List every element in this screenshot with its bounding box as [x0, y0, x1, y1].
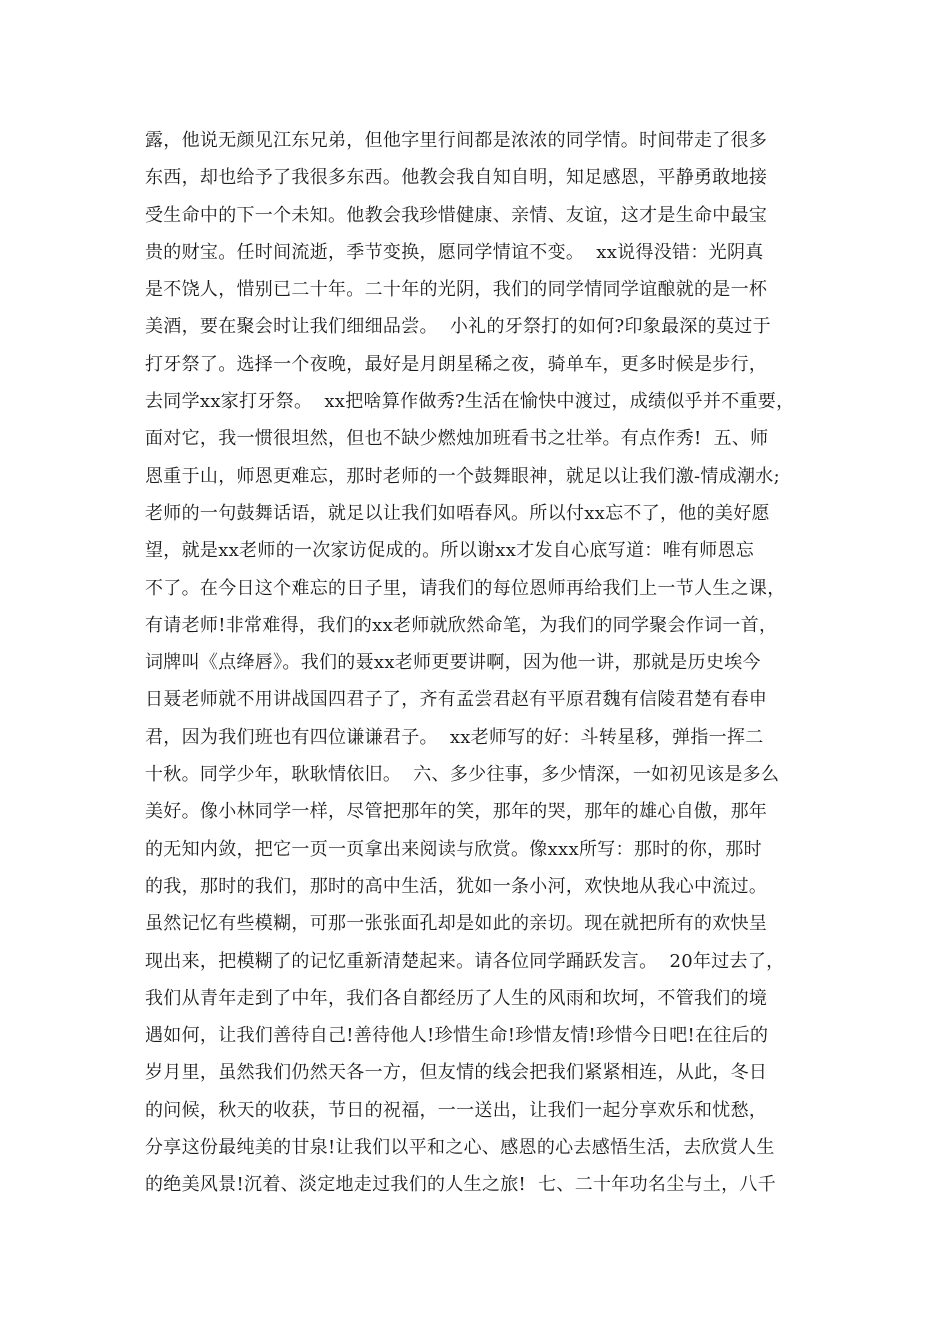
text-line: 岁月里，虽然我们仍然天各一方，但友情的线会把我们紧紧相连，从此，冬日	[145, 1062, 768, 1084]
body-text	[145, 122, 825, 1204]
text-line: 望，就是xx老师的一次家访促成的。所以谢xx才发自心底写道：唯有师恩忘	[145, 540, 755, 562]
text-line: 分享这份最纯美的甘泉!让我们以平和之心、感恩的心去感悟生活，去欣赏人生	[145, 1137, 775, 1159]
text-line: 日聂老师就不用讲战国四君子了，齐有孟尝君赵有平原君魏有信陵君楚有春申	[145, 689, 768, 711]
text-line: 是不饶人，惜别已二十年。二十年的光阴，我们的同学情同学谊酿就的是一杯	[145, 279, 768, 301]
text-line: 贵的财宝。任时间流逝，季节变换，愿同学情谊不变。 xx说得没错：光阴真	[145, 241, 764, 263]
text-line: 的我，那时的我们，那时的高中生活，犹如一条小河，欢快地从我心中流过。	[145, 875, 768, 897]
text-line: 遇如何，让我们善待自己!善待他人!珍惜生命!珍惜友情!珍惜今日吧!在往后的	[145, 1025, 769, 1047]
text-line: 我们从青年走到了中年，我们各自都经历了人生的风雨和坎坷，不管我们的境	[145, 987, 768, 1009]
text-line: 虽然记忆有些模糊，可那一张张面孔却是如此的亲切。现在就把所有的欢快呈	[145, 913, 768, 935]
text-line: 词牌叫《点绛唇》。我们的聂xx老师更要讲啊，因为他一讲，那就是历史埃今	[145, 652, 761, 674]
text-line: 美好。像小林同学一样，尽管把那年的笑，那年的哭，那年的雄心自傲，那年	[145, 801, 768, 823]
text-line: 现出来，把模糊了的记忆重新清楚起来。请各位同学踊跃发言。 20年过去了，	[145, 950, 785, 972]
text-line: 面对它，我一惯很坦然，但也不缺少燃烛加班看书之壮举。有点作秀! 五、师	[145, 428, 769, 450]
text-line: 露，他说无颜见江东兄弟，但他字里行间都是浓浓的同学情。时间带走了很多	[145, 130, 768, 151]
text-line: 的绝美风景!沉着、淡定地走过我们的人生之旅! 七、二十年功名尘与土，八千	[145, 1174, 777, 1196]
text-line: 的问候，秋天的收获，节日的祝福，一一送出，让我们一起分享欢乐和忧愁，	[145, 1099, 768, 1121]
text-line: 恩重于山，师恩更难忘，那时老师的一个鼓舞眼神，就足以让我们激-情成潮水;	[145, 465, 780, 487]
text-line: 受生命中的下一个未知。他教会我珍惜健康、亲情、友谊，这才是生命中最宝	[145, 204, 768, 226]
text-line: 不了。在今日这个难忘的日子里，请我们的每位恩师再给我们上一节人生之课，	[145, 577, 786, 599]
text-line: 的无知内敛，把它一页一页拿出来阅读与欣赏。像xxx所写：那时的你，那时	[145, 838, 762, 860]
text-line: 美酒，要在聚会时让我们细细品尝。 小礼的牙祭打的如何?印象最深的莫过于	[145, 316, 771, 338]
text-line: 十秋。同学少年，耿耿情依旧。 六、多少往事，多少情深，一如初见该是多么	[145, 764, 780, 786]
text-line: 去同学xx家打牙祭。 xx把啥算作做秀?生活在愉快中渡过，成绩似乎并不重要，	[145, 391, 795, 413]
text-line: 老师的一句鼓舞话语，就足以让我们如唔春风。所以付xx忘不了，他的美好愿	[145, 502, 770, 524]
text-line: 打牙祭了。选择一个夜晚，最好是月朗星稀之夜，骑单车，更多时候是步行，	[145, 353, 768, 375]
text-line: 东西，却也给予了我很多东西。他教会我自知自明，知足感恩，平静勇敢地接	[145, 167, 768, 189]
text-line: 有请老师!非常难得，我们的xx老师就欣然命笔，为我们的同学聚会作词一首，	[145, 614, 778, 636]
text-line: 君，因为我们班也有四位谦谦君子。 xx老师写的好：斗转星移，弹指一挥二	[145, 726, 764, 748]
